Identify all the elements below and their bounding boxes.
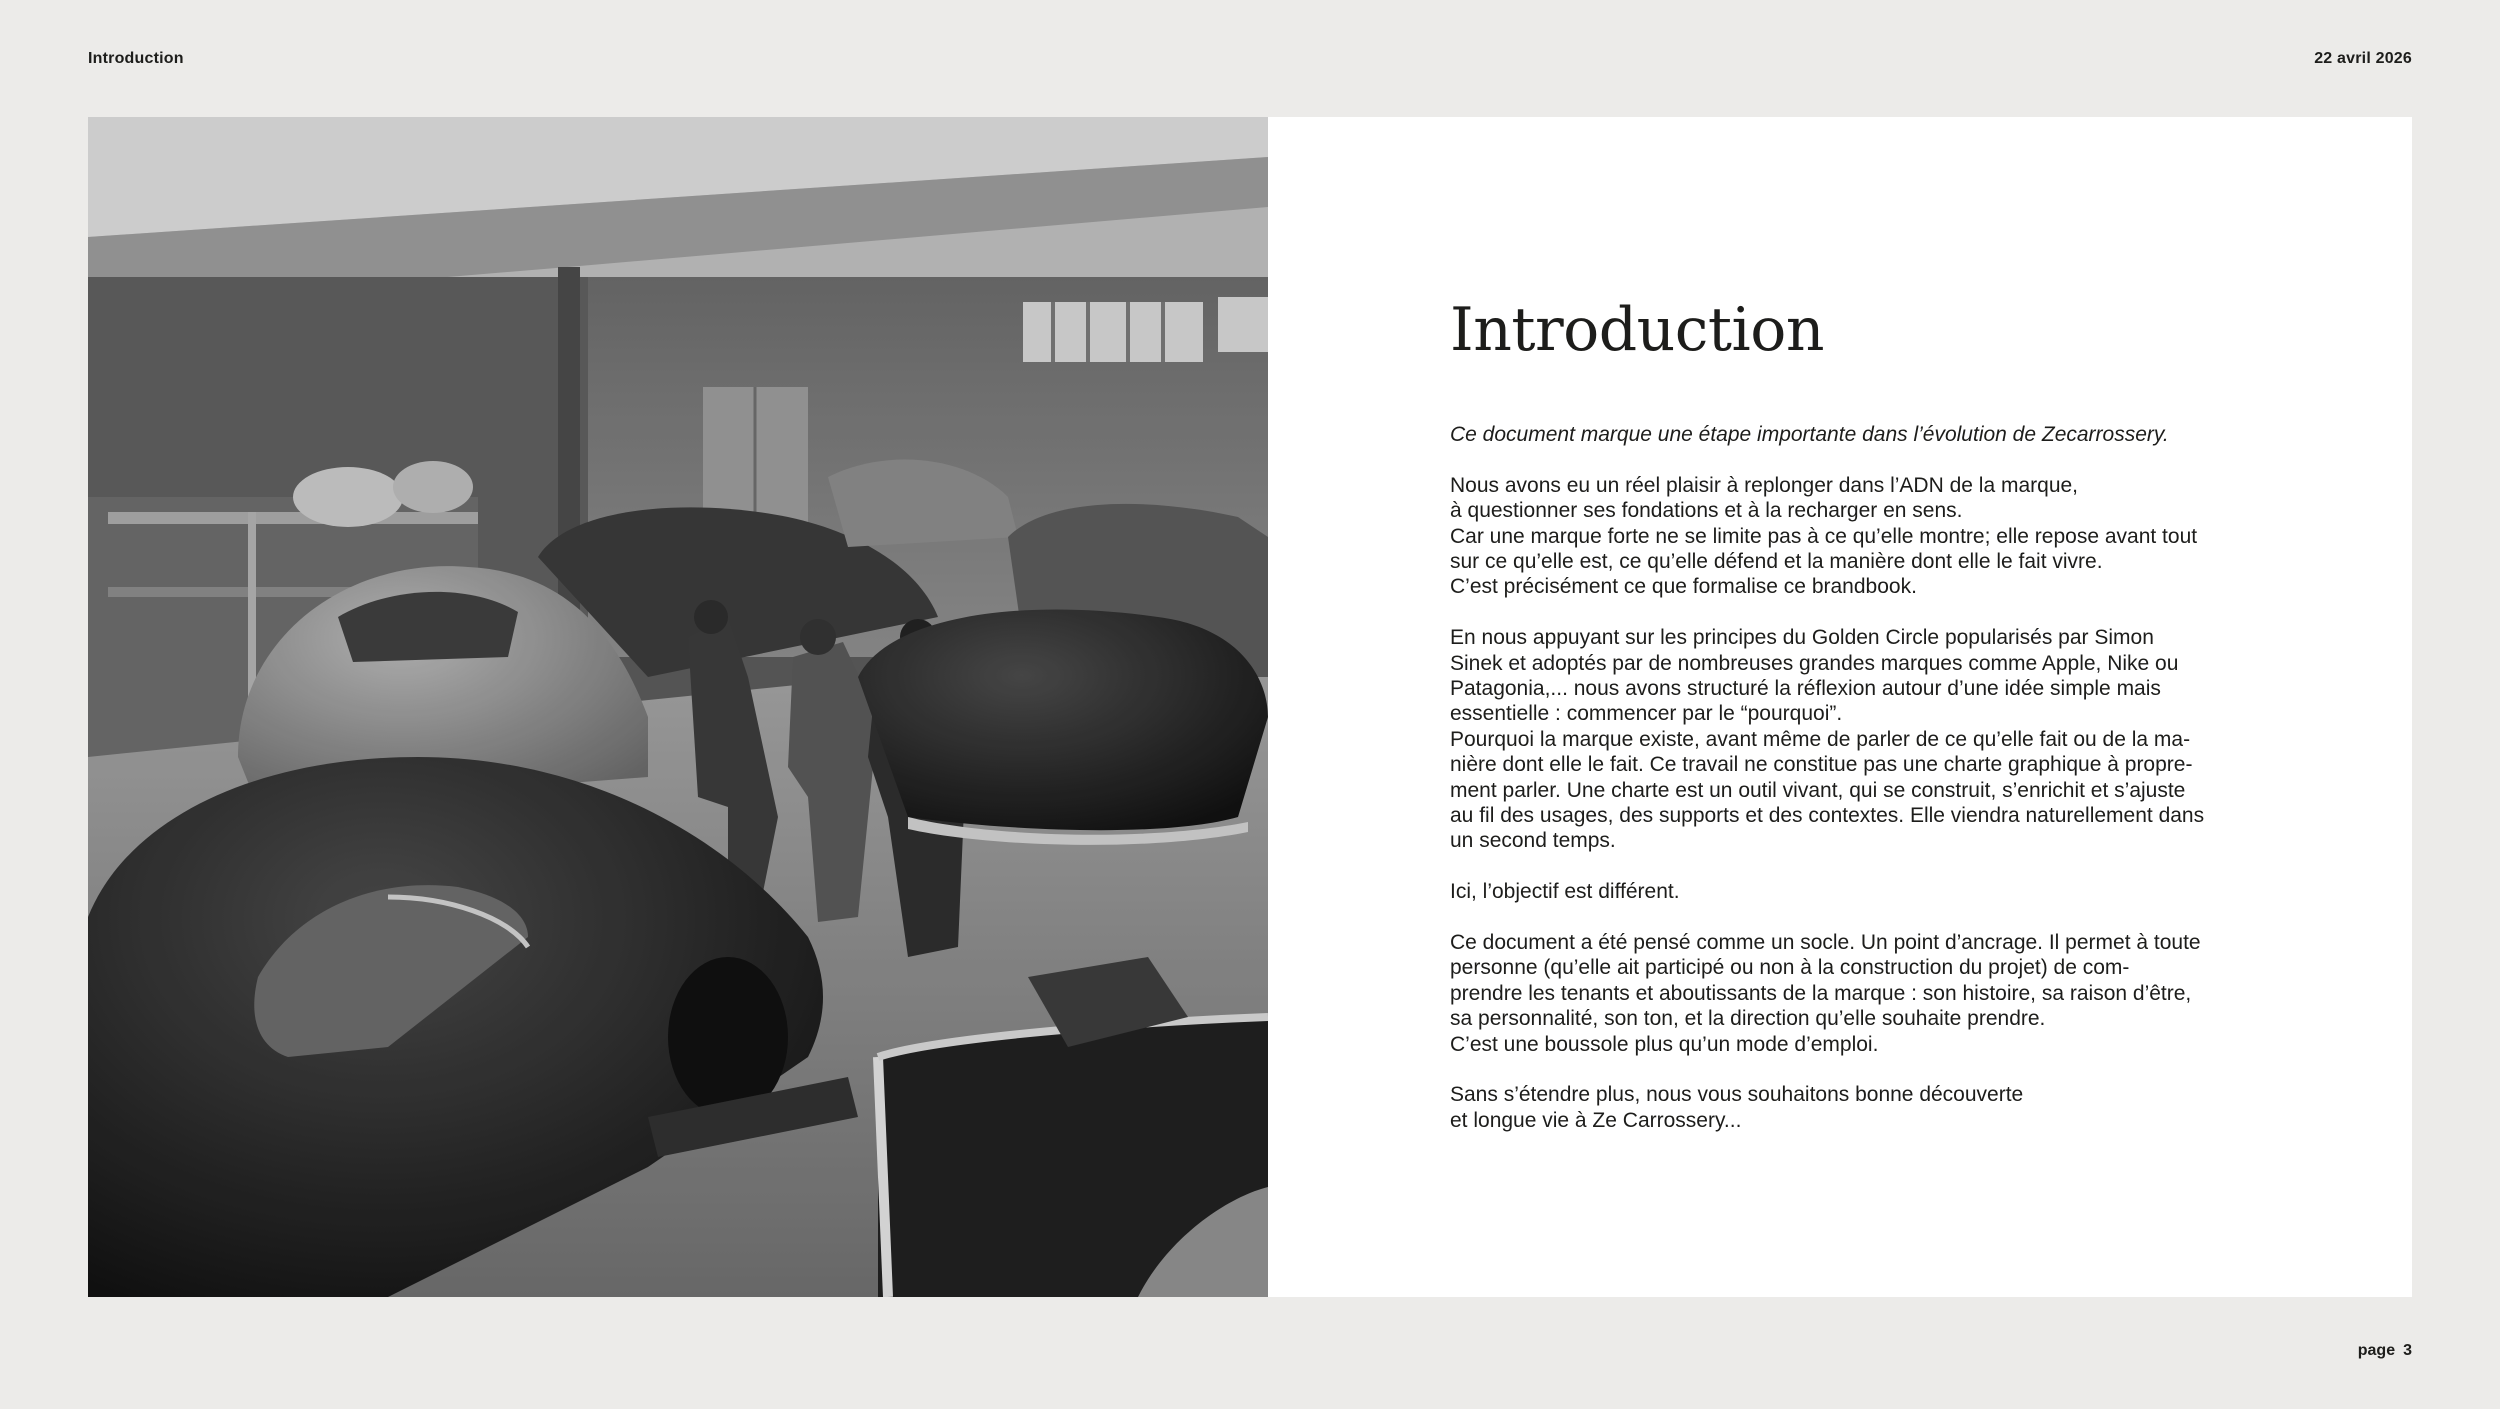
page-spread — [88, 117, 2412, 1297]
body-line: nière dont elle le fait. Ce travail ne constitue pas une charte graphique à propre- — [1450, 753, 2193, 777]
body-line: au fil des usages, des supports et des contextes. Elle viendra naturellement dans — [1450, 804, 2205, 828]
workshop-photo-image — [88, 117, 1268, 1297]
page-number-value: 3 — [2403, 1342, 2412, 1359]
intro-body — [1450, 422, 2280, 1159]
body-line: sur ce qu’elle est, ce qu’elle défend et la manière dont elle le fait vivre. — [1450, 550, 2103, 574]
body-line: sa personnalité, son ton, et la direction qu’elle souhaite prendre. — [1450, 1007, 2046, 1031]
lead-paragraph: Ce document marque une étape importante dans l’évolution de Zecarrossery. — [1450, 423, 2169, 446]
page-title: Introduction — [1450, 295, 1824, 365]
body-line: à questionner ses fondations et à la recharger en sens. — [1450, 499, 1963, 523]
body-line: C’est une boussole plus qu’un mode d’emploi. — [1450, 1032, 1879, 1056]
body-line: Sinek et adoptés par de nombreuses grandes marques comme Apple, Nike ou — [1450, 651, 2179, 675]
body-line: personne (qu’elle ait participé ou non à la construction du projet) de com- — [1450, 956, 2130, 980]
body-line: prendre les tenants et aboutissants de la marque : son histoire, sa raison d’être, — [1450, 981, 2192, 1005]
page-number — [2358, 1342, 2412, 1360]
body-line: C’est précisément ce que formalise ce brandbook. — [1450, 575, 1917, 599]
body-line: En nous appuyant sur les principes du Golden Circle popularisés par Simon — [1450, 626, 2154, 650]
body-line: Patagonia,... nous avons structuré la réflexion autour d’une idée simple mais — [1450, 677, 2161, 701]
header-date: 22 avril 2026 — [2314, 50, 2412, 67]
body-line: et longue vie à Ze Carrossery... — [1450, 1108, 1742, 1132]
body-paragraph — [1450, 1082, 2280, 1133]
body-line: Ici, l’objectif est différent. — [1450, 880, 1680, 904]
text-panel — [1268, 117, 2412, 1297]
body-paragraph — [1450, 473, 2280, 600]
body-line: ment parler. Une charte est un outil vivant, qui se construit, s’enrichit et s’ajuste — [1450, 778, 2186, 802]
header-section-title: Introduction — [88, 50, 184, 67]
body-paragraph — [1450, 930, 2280, 1057]
body-line: Nous avons eu un réel plaisir à replonger dans l’ADN de la marque, — [1450, 473, 2079, 497]
body-line: Pourquoi la marque existe, avant même de parler de ce qu’elle fait ou de la ma- — [1450, 727, 2191, 751]
workshop-photo — [88, 117, 1268, 1297]
body-paragraph — [1450, 879, 2280, 904]
body-line: essentielle : commencer par le “pourquoi”. — [1450, 702, 1843, 726]
body-line: Car une marque forte ne se limite pas à ce qu’elle montre; elle repose avant tout — [1450, 524, 2198, 548]
body-line: Sans s’étendre plus, nous vous souhaitons bonne découverte — [1450, 1083, 2024, 1107]
body-paragraph — [1450, 625, 2280, 854]
page-label: page — [2357, 1342, 2396, 1359]
body-line: Ce document a été pensé comme un socle. Un point d’ancrage. Il permet à toute — [1450, 931, 2201, 955]
body-line: un second temps. — [1450, 829, 1616, 853]
